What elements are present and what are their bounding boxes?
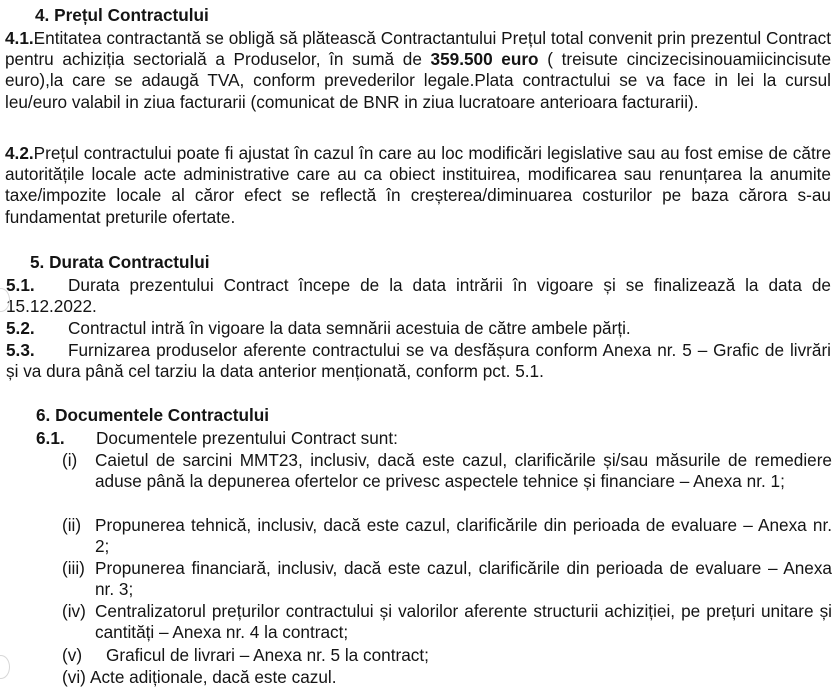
document-item-label: (i)	[62, 450, 78, 470]
clause-4-2-text: Prețul contractului poate fi ajustat în cazul în care au loc modificări legislative sau au fost emise de către autoritățile locale acte administrative care au ca obiect instituirea, modificarea sau renunțarea la anumite taxe/impozite locale al căror efect se reflectă în creșterea/diminuarea costurilor pe baza cărora s-au fundamentat preturile ofertate.	[5, 143, 831, 227]
document-item-label: (iv)	[62, 601, 86, 621]
document-item-label: (vi)	[62, 667, 86, 687]
section-5-heading: 5. Durata Contractului	[30, 252, 210, 272]
clause-5-2-text: Contractul intră în vigoare la data semnării acestuia de către ambele părți.	[68, 318, 631, 338]
clause-4-1-text-b: ( treisute cincizecisinouamiicincisute euro),la care se adaugă TVA, conform prevederilor legale.Plata contractului se va face in lei la cursul leu/euro valabil in ziua facturarii (comunicat de BNR in ziua lucratoare anterioara facturarii).	[5, 49, 832, 112]
document-item	[62, 515, 832, 557]
clause-4-1	[5, 28, 831, 113]
document-item	[62, 601, 832, 643]
document-item	[62, 645, 832, 666]
document-item-text: Graficul de livrari – Anexa nr. 5 la contract;	[106, 645, 429, 665]
punch-hole-mark	[0, 655, 10, 679]
contract-price-amount: 359.500 euro	[430, 49, 539, 70]
document-item-label: (iii)	[62, 558, 85, 578]
clause-5-2	[6, 318, 831, 339]
document-item-label: (v)	[62, 645, 83, 665]
document-item	[62, 450, 832, 492]
document-item-label: (ii)	[62, 515, 82, 535]
document-item	[62, 667, 832, 688]
clause-5-1	[6, 275, 831, 317]
clause-6-1-text: Documentele prezentului Contract sunt:	[96, 428, 398, 448]
document-item-text: Acte adiționale, dacă este cazul.	[90, 667, 337, 687]
clause-4-2	[5, 143, 831, 228]
document-item-text: Centralizatorul prețurilor contractului și valorilor aferente structurii achiziției, pe prețuri unitare și cantități – Anexa nr. 4 la contract;	[95, 601, 832, 643]
clause-6-1-number: 6.1.	[36, 428, 65, 448]
clause-5-3-text: Furnizarea produselor aferente contractului se va desfășura conform Anexa nr. 5 – Grafic de livrări și va dura până cel tarziu la data anterior menționată, conform pct. 5.1.	[6, 340, 831, 382]
document-item	[62, 558, 832, 600]
clause-5-3	[6, 340, 831, 382]
clause-4-1-number: 4.1.	[5, 28, 34, 48]
document-item-text: Propunerea financiară, inclusiv, dacă este cazul, clarificările din perioada de evaluare – Anexa nr. 3;	[95, 558, 832, 600]
document-item-text: Propunerea tehnică, inclusiv, dacă este cazul, clarificările din perioada de evaluare – Anexa nr. 2;	[95, 515, 832, 557]
section-4-heading: 4. Prețul Contractului	[35, 5, 209, 25]
clause-4-1-text-a: Entitatea contractantă se obligă să plătească Contractantului Prețul total convenit prin prezentul Contract pentru achiziția sectorială a Produselor, în sumă de	[5, 28, 831, 70]
section-6-heading: 6. Documentele Contractului	[36, 405, 270, 425]
clause-6-1	[36, 428, 826, 449]
clause-5-3-number: 5.3.	[6, 340, 35, 360]
clause-5-1-text: Durata prezentului Contract începe de la data intrării în vigoare și se finalizează la data de 15.12.2022.	[6, 275, 831, 317]
clause-5-2-number: 5.2.	[6, 318, 35, 338]
clause-4-2-number: 4.2.	[5, 143, 34, 163]
clause-5-1-number: 5.1.	[6, 275, 35, 295]
document-item-text: Caietul de sarcini MMT23, inclusiv, dacă este cazul, clarificările și/sau măsurile de remediere aduse până la depunerea ofertelor ce privesc aspectele tehnice și financiare – Anexa nr. 1;	[95, 450, 832, 492]
